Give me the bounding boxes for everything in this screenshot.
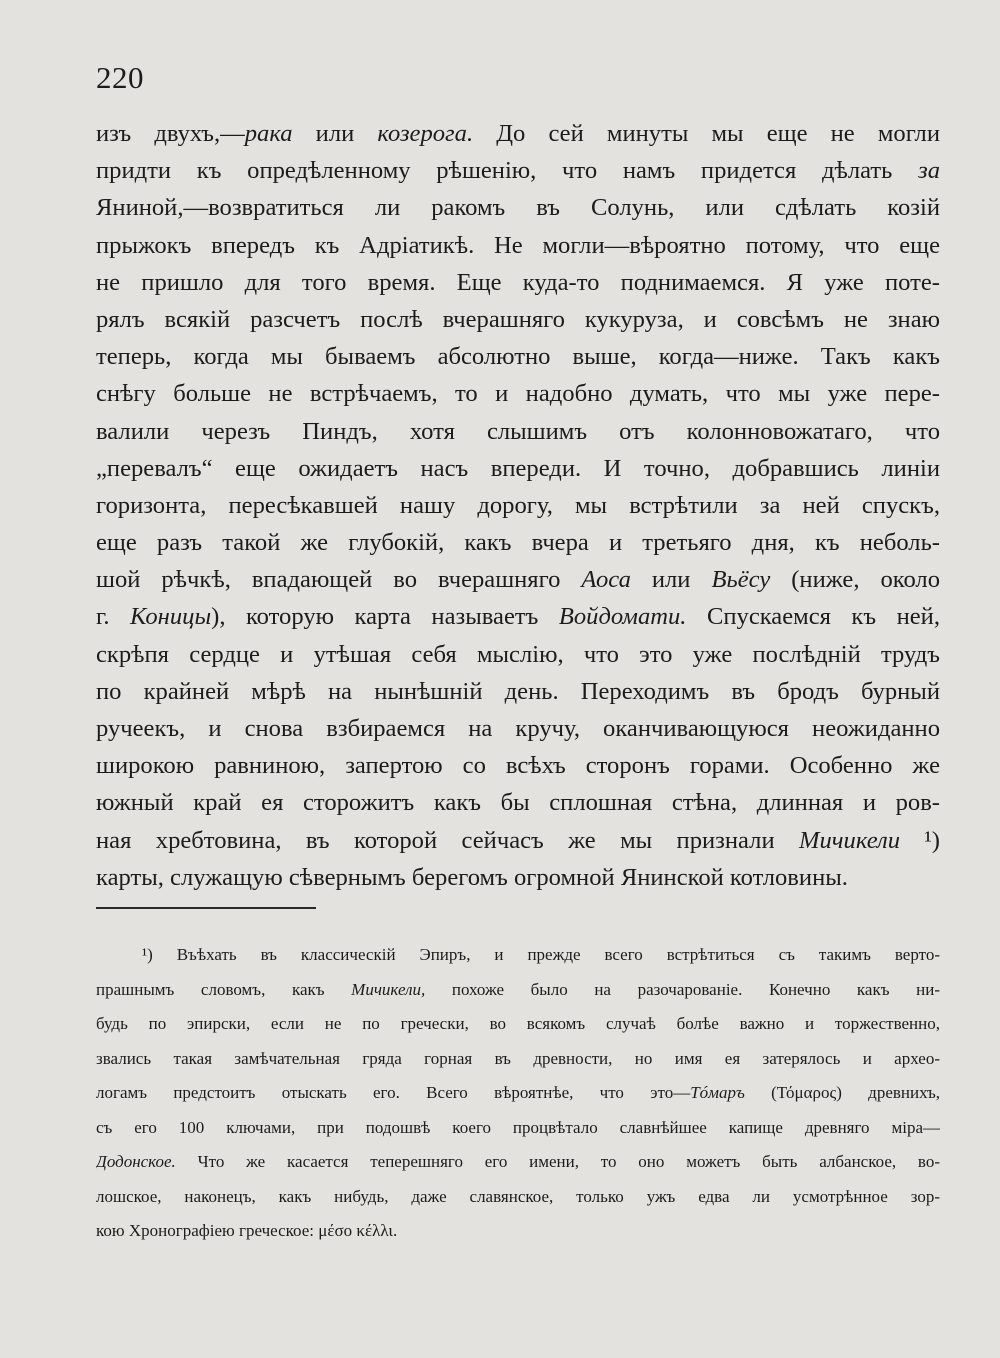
text-line: [96, 561, 940, 598]
text-segment: ручеекъ, и снова взбираемся на кручу, оканчивающуюся неожиданно: [96, 715, 940, 742]
text-segment: скрѣпя сердце и утѣшая себя мыслію, что это уже послѣдній трудъ: [96, 640, 940, 668]
text-segment: теперь, когда мы бываемъ абсолютно выше, когда—ниже. Такъ какъ: [96, 343, 940, 371]
footnote-line: [96, 1180, 940, 1215]
text-segment: южный край ея сторожитъ какъ бы сплошная стѣна, длинная и ров-: [96, 789, 940, 817]
italic-text: Мичикели: [799, 826, 901, 854]
text-segment: еще разъ такой же глубокій, какъ вчера и третьяго дня, къ неболь-: [96, 529, 940, 557]
text-segment: шой рѣчкѣ, впадающей во вчерашняго: [96, 566, 582, 594]
text-segment: ная хребтовина, въ которой сейчасъ же мы признали: [96, 826, 800, 854]
text-line: [96, 264, 940, 301]
footnote: [96, 938, 940, 1249]
text-segment: изъ двухъ,—: [96, 120, 245, 147]
footnote-line: [96, 1076, 940, 1111]
text-line: [96, 710, 940, 747]
text-line: [96, 598, 940, 635]
footnote-line: [96, 1145, 940, 1180]
text-segment: не пришло для того время. Еще куда-то поднимаемся. Я уже поте-: [96, 268, 940, 296]
italic-text: за: [918, 157, 940, 185]
text-segment: „перевалъ“ еще ожидаетъ насъ впереди. И точно, добравшись линіи: [96, 454, 940, 482]
text-line: [96, 227, 940, 264]
text-segment: съ его 100 ключами, при подошвѣ коего процвѣтало славнѣйшее капище древняго міра—: [96, 1117, 940, 1137]
text-line: [96, 413, 940, 450]
footnote-separator: [96, 907, 316, 909]
text-line: [96, 784, 940, 821]
text-line: [96, 487, 940, 524]
italic-text: Вьёсу: [711, 566, 771, 594]
text-segment: горизонта, пересѣкавшей нашу дорогу, мы встрѣтили за ней спускъ,: [96, 491, 940, 519]
italic-text: Коницы: [129, 603, 212, 631]
text-segment: (ниже, около: [770, 566, 940, 594]
text-line: [96, 189, 940, 226]
italic-text: рака: [244, 120, 293, 147]
text-segment: снѣгу больше не встрѣчаемъ, то и надобно думать, что мы уже пере-: [96, 380, 940, 408]
text-segment: рялъ всякій разсчетъ послѣ вчерашняго кукуруза, и совсѣмъ не знаю: [96, 305, 940, 333]
text-segment: логамъ предстоитъ отыскать его. Всего вѣроятнѣе, что это—: [96, 1083, 691, 1102]
main-text: [96, 115, 940, 896]
text-line: [96, 450, 940, 487]
text-line: [96, 636, 940, 673]
text-segment: валили черезъ Пиндъ, хотя слышимъ отъ колонновожатаго, что: [96, 417, 940, 445]
text-segment: (Τόμαρος) древнихъ,: [744, 1083, 940, 1102]
text-line: [96, 115, 940, 152]
italic-text: Мичикели,: [351, 979, 426, 999]
text-line: [96, 375, 940, 412]
italic-text: козерога.: [377, 120, 474, 147]
italic-text: Додонское.: [96, 1152, 176, 1171]
italic-text: Тóмаръ: [690, 1083, 745, 1102]
text-line: [96, 673, 940, 710]
text-line: [96, 152, 940, 189]
text-segment: прашнымъ словомъ, какъ: [96, 979, 352, 999]
text-segment: придти къ опредѣленному рѣшенію, что намъ придется дѣлать: [96, 157, 919, 185]
text-segment: лошское, наконецъ, какъ нибудь, даже славянское, только ужъ едва ли усмотрѣнное зор-: [96, 1186, 940, 1206]
italic-text: Аоса: [581, 566, 631, 594]
text-segment: звались такая замѣчательная гряда горная въ древности, но имя ея затерялось и археo-: [96, 1048, 940, 1068]
footnote-line: [96, 938, 940, 973]
text-segment: или: [292, 120, 378, 147]
text-segment: Что же касается теперешняго его имени, то оно можетъ быть албанское, во-: [175, 1152, 940, 1171]
footnote-line: [96, 1111, 940, 1146]
text-segment: До сей минуты мы еще не могли: [473, 120, 940, 147]
text-segment: кою Хронографіею греческое: μέσο κέλλι.: [96, 1221, 398, 1240]
text-segment: Яниной,—возвратиться ли ракомъ въ Солунь, или сдѣлать козій: [96, 194, 940, 222]
text-segment: ¹): [900, 826, 940, 854]
text-segment: прыжокъ впередъ къ Адріатикѣ. Не могли—вѣроятно потому, что еще: [96, 231, 940, 259]
text-segment: будь по эпирски, если не по гречески, во всякомъ случаѣ болѣе важно и торжественно,: [96, 1014, 940, 1033]
footnote-line: [96, 1007, 940, 1042]
text-segment: похоже было на разочарованіе. Конечно какъ ни-: [425, 979, 940, 999]
italic-text: Войдомати.: [558, 603, 687, 631]
text-segment: Спускаемся къ ней,: [686, 603, 940, 631]
text-segment: карты, служащую сѣвернымъ берегомъ огромной Янинской котловины.: [96, 863, 848, 891]
text-segment: ¹) Въѣхать въ классическій Эпиръ, и прежде всего встрѣтиться съ такимъ верто-: [142, 945, 940, 964]
page-number: 220: [96, 60, 144, 95]
text-line: [96, 822, 940, 859]
text-line: [96, 338, 940, 375]
text-line: [96, 524, 940, 561]
text-line: [96, 859, 940, 896]
text-segment: г.: [96, 603, 130, 631]
text-segment: ), которую карта называетъ: [211, 603, 559, 631]
text-line: [96, 301, 940, 338]
footnote-line: [96, 1042, 940, 1077]
footnote-line: [96, 1214, 940, 1249]
text-segment: или: [630, 566, 712, 594]
text-segment: широкою равниною, запертою со всѣхъ сторонъ горами. Особенно же: [96, 752, 940, 780]
text-segment: по крайней мѣрѣ на нынѣшній день. Переходимъ въ бродъ бурный: [96, 677, 940, 705]
text-line: [96, 747, 940, 784]
footnote-line: [96, 973, 940, 1008]
